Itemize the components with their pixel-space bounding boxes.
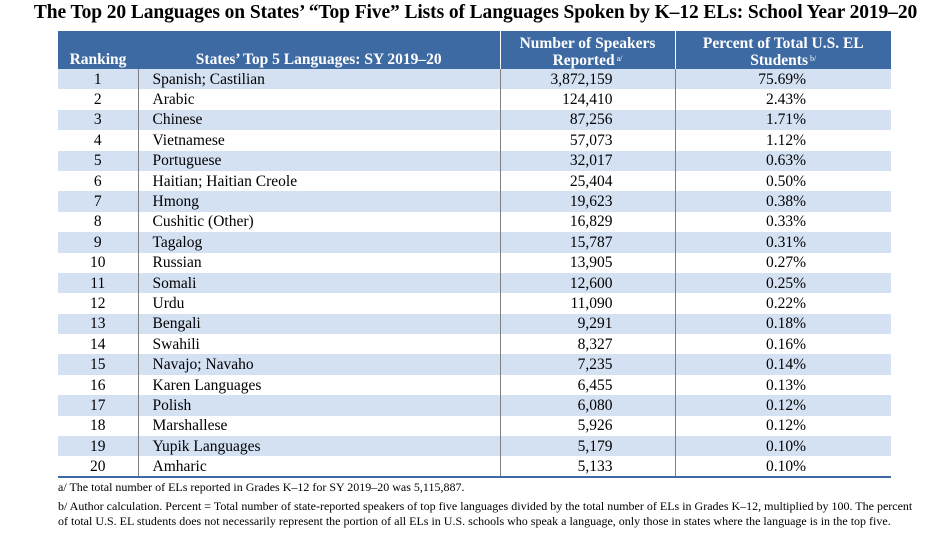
- language-cell: Portuguese: [138, 151, 500, 171]
- table-row: [58, 89, 891, 109]
- language-cell: Karen Languages: [138, 375, 500, 395]
- speakers-cell: 6,455: [500, 375, 675, 395]
- language-cell: Urdu: [138, 293, 500, 313]
- language-cell: Vietnamese: [138, 130, 500, 150]
- percent-cell: 0.38%: [675, 191, 891, 211]
- language-cell: Navajo; Navaho: [138, 354, 500, 374]
- speakers-cell: 19,623: [500, 191, 675, 211]
- language-cell: Spanish; Castilian: [138, 69, 500, 89]
- table-bottom-rule: [58, 476, 891, 478]
- table-body: [58, 69, 891, 477]
- percent-cell: 75.69%: [675, 69, 891, 89]
- percent-cell: 0.33%: [675, 212, 891, 232]
- percent-cell: 0.10%: [675, 436, 891, 456]
- rank-cell: 18: [58, 416, 138, 436]
- speakers-cell: 13,905: [500, 253, 675, 273]
- rank-cell: 10: [58, 253, 138, 273]
- table-row: [58, 110, 891, 130]
- header-percent-line2: [676, 52, 892, 69]
- table-row: [58, 314, 891, 334]
- percent-cell: 0.12%: [675, 416, 891, 436]
- rank-cell: 12: [58, 293, 138, 313]
- table-row: [58, 354, 891, 374]
- rank-cell: 11: [58, 273, 138, 293]
- language-cell: Hmong: [138, 191, 500, 211]
- speakers-cell: 16,829: [500, 212, 675, 232]
- languages-table: [58, 31, 891, 477]
- rank-cell: 9: [58, 232, 138, 252]
- table-row: [58, 436, 891, 456]
- speakers-cell: 57,073: [500, 130, 675, 150]
- rank-cell: 5: [58, 151, 138, 171]
- rank-cell: 14: [58, 334, 138, 354]
- speakers-cell: 25,404: [500, 171, 675, 191]
- speakers-cell: 9,291: [500, 314, 675, 334]
- footnote-a: a/ The total number of ELs reported in Grades K–12 for SY 2019–20 was 5,115,887.: [58, 480, 465, 494]
- percent-cell: 0.18%: [675, 314, 891, 334]
- language-cell: Haitian; Haitian Creole: [138, 171, 500, 191]
- percent-cell: 0.25%: [675, 273, 891, 293]
- rank-cell: 16: [58, 375, 138, 395]
- table-row: [58, 416, 891, 436]
- header-speakers: [500, 31, 675, 69]
- language-cell: Bengali: [138, 314, 500, 334]
- speakers-cell: 8,327: [500, 334, 675, 354]
- table-row: [58, 151, 891, 171]
- rank-cell: 6: [58, 171, 138, 191]
- language-cell: Tagalog: [138, 232, 500, 252]
- rank-cell: 17: [58, 395, 138, 415]
- header-speakers-line2-text: Reported: [552, 52, 615, 69]
- speakers-cell: 32,017: [500, 151, 675, 171]
- percent-cell: 0.16%: [675, 334, 891, 354]
- table-row: [58, 293, 891, 313]
- speakers-cell: 12,600: [500, 273, 675, 293]
- language-cell: Chinese: [138, 110, 500, 130]
- language-cell: Amharic: [138, 456, 500, 476]
- rank-cell: 15: [58, 354, 138, 374]
- table-row: [58, 232, 891, 252]
- table-header-row: [58, 31, 891, 69]
- table-row: [58, 212, 891, 232]
- header-percent-line1: Percent of Total U.S. EL: [702, 35, 864, 52]
- footnote-marker-b: b/: [809, 54, 817, 63]
- page-title: The Top 20 Languages on States’ “Top Five” Lists of Languages Spoken by K–12 ELs: School Year 2019–20: [33, 2, 918, 23]
- rank-cell: 4: [58, 130, 138, 150]
- table-row: [58, 171, 891, 191]
- speakers-cell: 124,410: [500, 89, 675, 109]
- language-cell: Yupik Languages: [138, 436, 500, 456]
- rank-cell: 19: [58, 436, 138, 456]
- header-percent: [675, 31, 891, 69]
- speakers-cell: 6,080: [500, 395, 675, 415]
- footnote-marker-a: a/: [616, 54, 623, 63]
- speakers-cell: 5,133: [500, 456, 675, 476]
- rank-cell: 2: [58, 89, 138, 109]
- table-row: [58, 69, 891, 89]
- speakers-cell: 7,235: [500, 354, 675, 374]
- percent-cell: 0.14%: [675, 354, 891, 374]
- percent-cell: 0.12%: [675, 395, 891, 415]
- table-row: [58, 253, 891, 273]
- speakers-cell: 3,872,159: [500, 69, 675, 89]
- percent-cell: 0.22%: [675, 293, 891, 313]
- rank-cell: 1: [58, 69, 138, 89]
- percent-cell: 1.71%: [675, 110, 891, 130]
- speakers-cell: 15,787: [500, 232, 675, 252]
- percent-cell: 0.50%: [675, 171, 891, 191]
- rank-cell: 13: [58, 314, 138, 334]
- header-ranking: Ranking: [58, 31, 138, 69]
- percent-cell: 0.13%: [675, 375, 891, 395]
- table-row: [58, 130, 891, 150]
- speakers-cell: 87,256: [500, 110, 675, 130]
- language-cell: Arabic: [138, 89, 500, 109]
- language-cell: Somali: [138, 273, 500, 293]
- percent-cell: 0.10%: [675, 456, 891, 476]
- header-speakers-line1: Number of Speakers: [519, 35, 656, 52]
- percent-cell: 0.31%: [675, 232, 891, 252]
- percent-cell: 0.27%: [675, 253, 891, 273]
- speakers-cell: 11,090: [500, 293, 675, 313]
- percent-cell: 2.43%: [675, 89, 891, 109]
- table-row: [58, 375, 891, 395]
- speakers-cell: 5,926: [500, 416, 675, 436]
- table-row: [58, 395, 891, 415]
- language-cell: Swahili: [138, 334, 500, 354]
- language-cell: Cushitic (Other): [138, 212, 500, 232]
- table-row: [58, 334, 891, 354]
- table-row: [58, 273, 891, 293]
- header-speakers-line2: [501, 52, 675, 69]
- table-row: [58, 191, 891, 211]
- rank-cell: 20: [58, 456, 138, 476]
- language-cell: Polish: [138, 395, 500, 415]
- header-percent-line2-text: Students: [750, 52, 808, 69]
- rank-cell: 3: [58, 110, 138, 130]
- rank-cell: 8: [58, 212, 138, 232]
- percent-cell: 1.12%: [675, 130, 891, 150]
- table-row: [58, 456, 891, 476]
- footnote-b: b/ Author calculation. Percent = Total number of state-reported speakers of top five languages divided by the total number of ELs in Grades K–12, multiplied by 100. The percent of total U.S. EL students does not necessarily represent the portion of all ELs in U.S. schools who speak a language, only those in states where the language is in the top five.: [58, 498, 913, 528]
- language-cell: Marshallese: [138, 416, 500, 436]
- footnotes: [58, 480, 918, 530]
- rank-cell: 7: [58, 191, 138, 211]
- language-cell: Russian: [138, 253, 500, 273]
- percent-cell: 0.63%: [675, 151, 891, 171]
- speakers-cell: 5,179: [500, 436, 675, 456]
- header-language: States’ Top 5 Languages: SY 2019–20: [138, 31, 500, 69]
